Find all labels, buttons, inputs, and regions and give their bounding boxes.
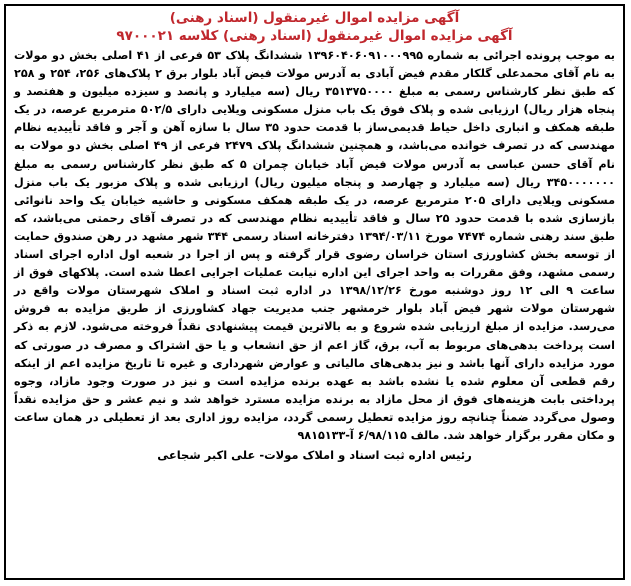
notice-body: به موجب پرونده اجرائی به شماره ۱۳۹۶۰۴۰۶۰۹۱۰۰۰۹۹۵ ششدانگ پلاک ۵۳ فرعی از ۴۱ اصلی بخش دو مولات به نام آقای محمدعلی گلکار مقدم فیض آبادی به آدرس مولات فیض آباد بلوار برق ۲ پلاک‌های ۲۵۶، ۲۵۴ و ۲۵۸ که طبق نظر کارشناس رسمی به مبلغ ۳۵۱۳۷۵۰۰۰۰ ریال (سه میلیارد و پانصد و سیزده میلیون و هفتصد و پنجاه هزار ریال) ارزیابی شده و پلاک فوق یک باب منزل مسکونی ویلایی دارای ۵۰۲/۵ مترمربع عرصه، در یک طبقه همکف و انباری داخل حیاط قدیمی‌ساز با قدمت حدود ۳۵ سال با سازه آهن و آجر و فاقد تأییدیه نظام مهندسی که در تصرف خوانده می‌باشد، و همچنین ششدانگ پلاک ۲۴۷۹ فرعی از ۴۹ اصلی بخش دو مولات به نام آقای حسن عباسی به آدرس مولات فیض آباد خیابان چمران ۵ که طبق نظر کارشناس رسمی به مبلغ ۳۴۵۰۰۰۰۰۰۰ ریال (سه میلیارد و چهارصد و پنجاه میلیون ریال) ارزیابی شده و پلاک مزبور یک باب منزل مسکونی ویلایی دارای ۲۰۵ مترمربع عرصه، در یک طبقه همکف مسکونی و حاشیه خیابان یک واحد نانوائی بازسازی شده با قدمت حدود ۲۵ سال و فاقد تأییدیه نظام مهندسی که در تصرف آقای رحمتی می‌باشد، که طبق سند رهنی شماره ۷۴۷۴ مورخ ۱۳۹۴/۰۳/۱۱ دفترخانه اسناد رسمی ۳۴۴ شهر مشهد در رهن صندوق حمایت از توسعه بخش کشاورزی استان خراسان رضوی قرار گرفته و پس از اجرا در شعبه اول اداره اجرای اسناد رسمی مشهد، وفق مقررات به واحد اجرای این اداره نیابت عملیات اجرایی اعطا شده است. پلاکهای فوق از ساعت ۹ الی ۱۲ روز دوشنبه مورخ ۱۳۹۸/۱۲/۲۶ در اداره ثبت اسناد و املاک شهرستان مولات واقع در شهرستان مولات شهر فیض آباد بلوار خرمشهر جنب مدیریت جهاد کشاورزی از طریق مزایده به فروش می‌رسد. مزایده از مبلغ ارزیابی شده شروع و به بالاترین قیمت پیشنهادی نقداً فروخته می‌شود. لازم به ذکر است پرداخت بدهی‌های مربوط به آب، برق، گاز اعم از حق انشعاب و یا حق اشتراک و مصرف در صورتی که مورد مزایده دارای آنها باشد و نیز بدهی‌های مالیاتی و عوارض شهرداری و غیره تا تاریخ مزایده اعم از اینکه رقم قطعی آن معلوم شده یا نشده باشد به عهده برنده مزایده است و نیز در صورت وجود مازاد، وجوه پرداختی بابت هزینه‌های فوق از محل مازاد به برنده مزایده مسترد خواهد شد و نیم عشر و حق مزایده نقداً وصول می‌گردد ضمناً چنانچه روز مزایده تعطیل رسمی گردد، مزایده روز اداری بعد از تعطیلی در همان ساعت و مکان مقرر برگزار خواهد شد. مالف ۶/۹۸/۱۱۵ آ-۹۸۱۵۱۳۳ bbox=[14, 49, 616, 442]
auction-notice bbox=[4, 4, 625, 580]
notice-title: آگهی مزایده اموال غیرمنقول (اسناد رهنی) bbox=[169, 10, 460, 26]
notice-subtitle: آگهی مزایده اموال غیرمنقول (اسناد رهنی) کلاسه ۹۷۰۰۰۲۱ bbox=[116, 28, 513, 44]
notice-signature: رئیس اداره ثبت اسناد و املاک مولات- علی اکبر شجاعی bbox=[157, 448, 472, 463]
